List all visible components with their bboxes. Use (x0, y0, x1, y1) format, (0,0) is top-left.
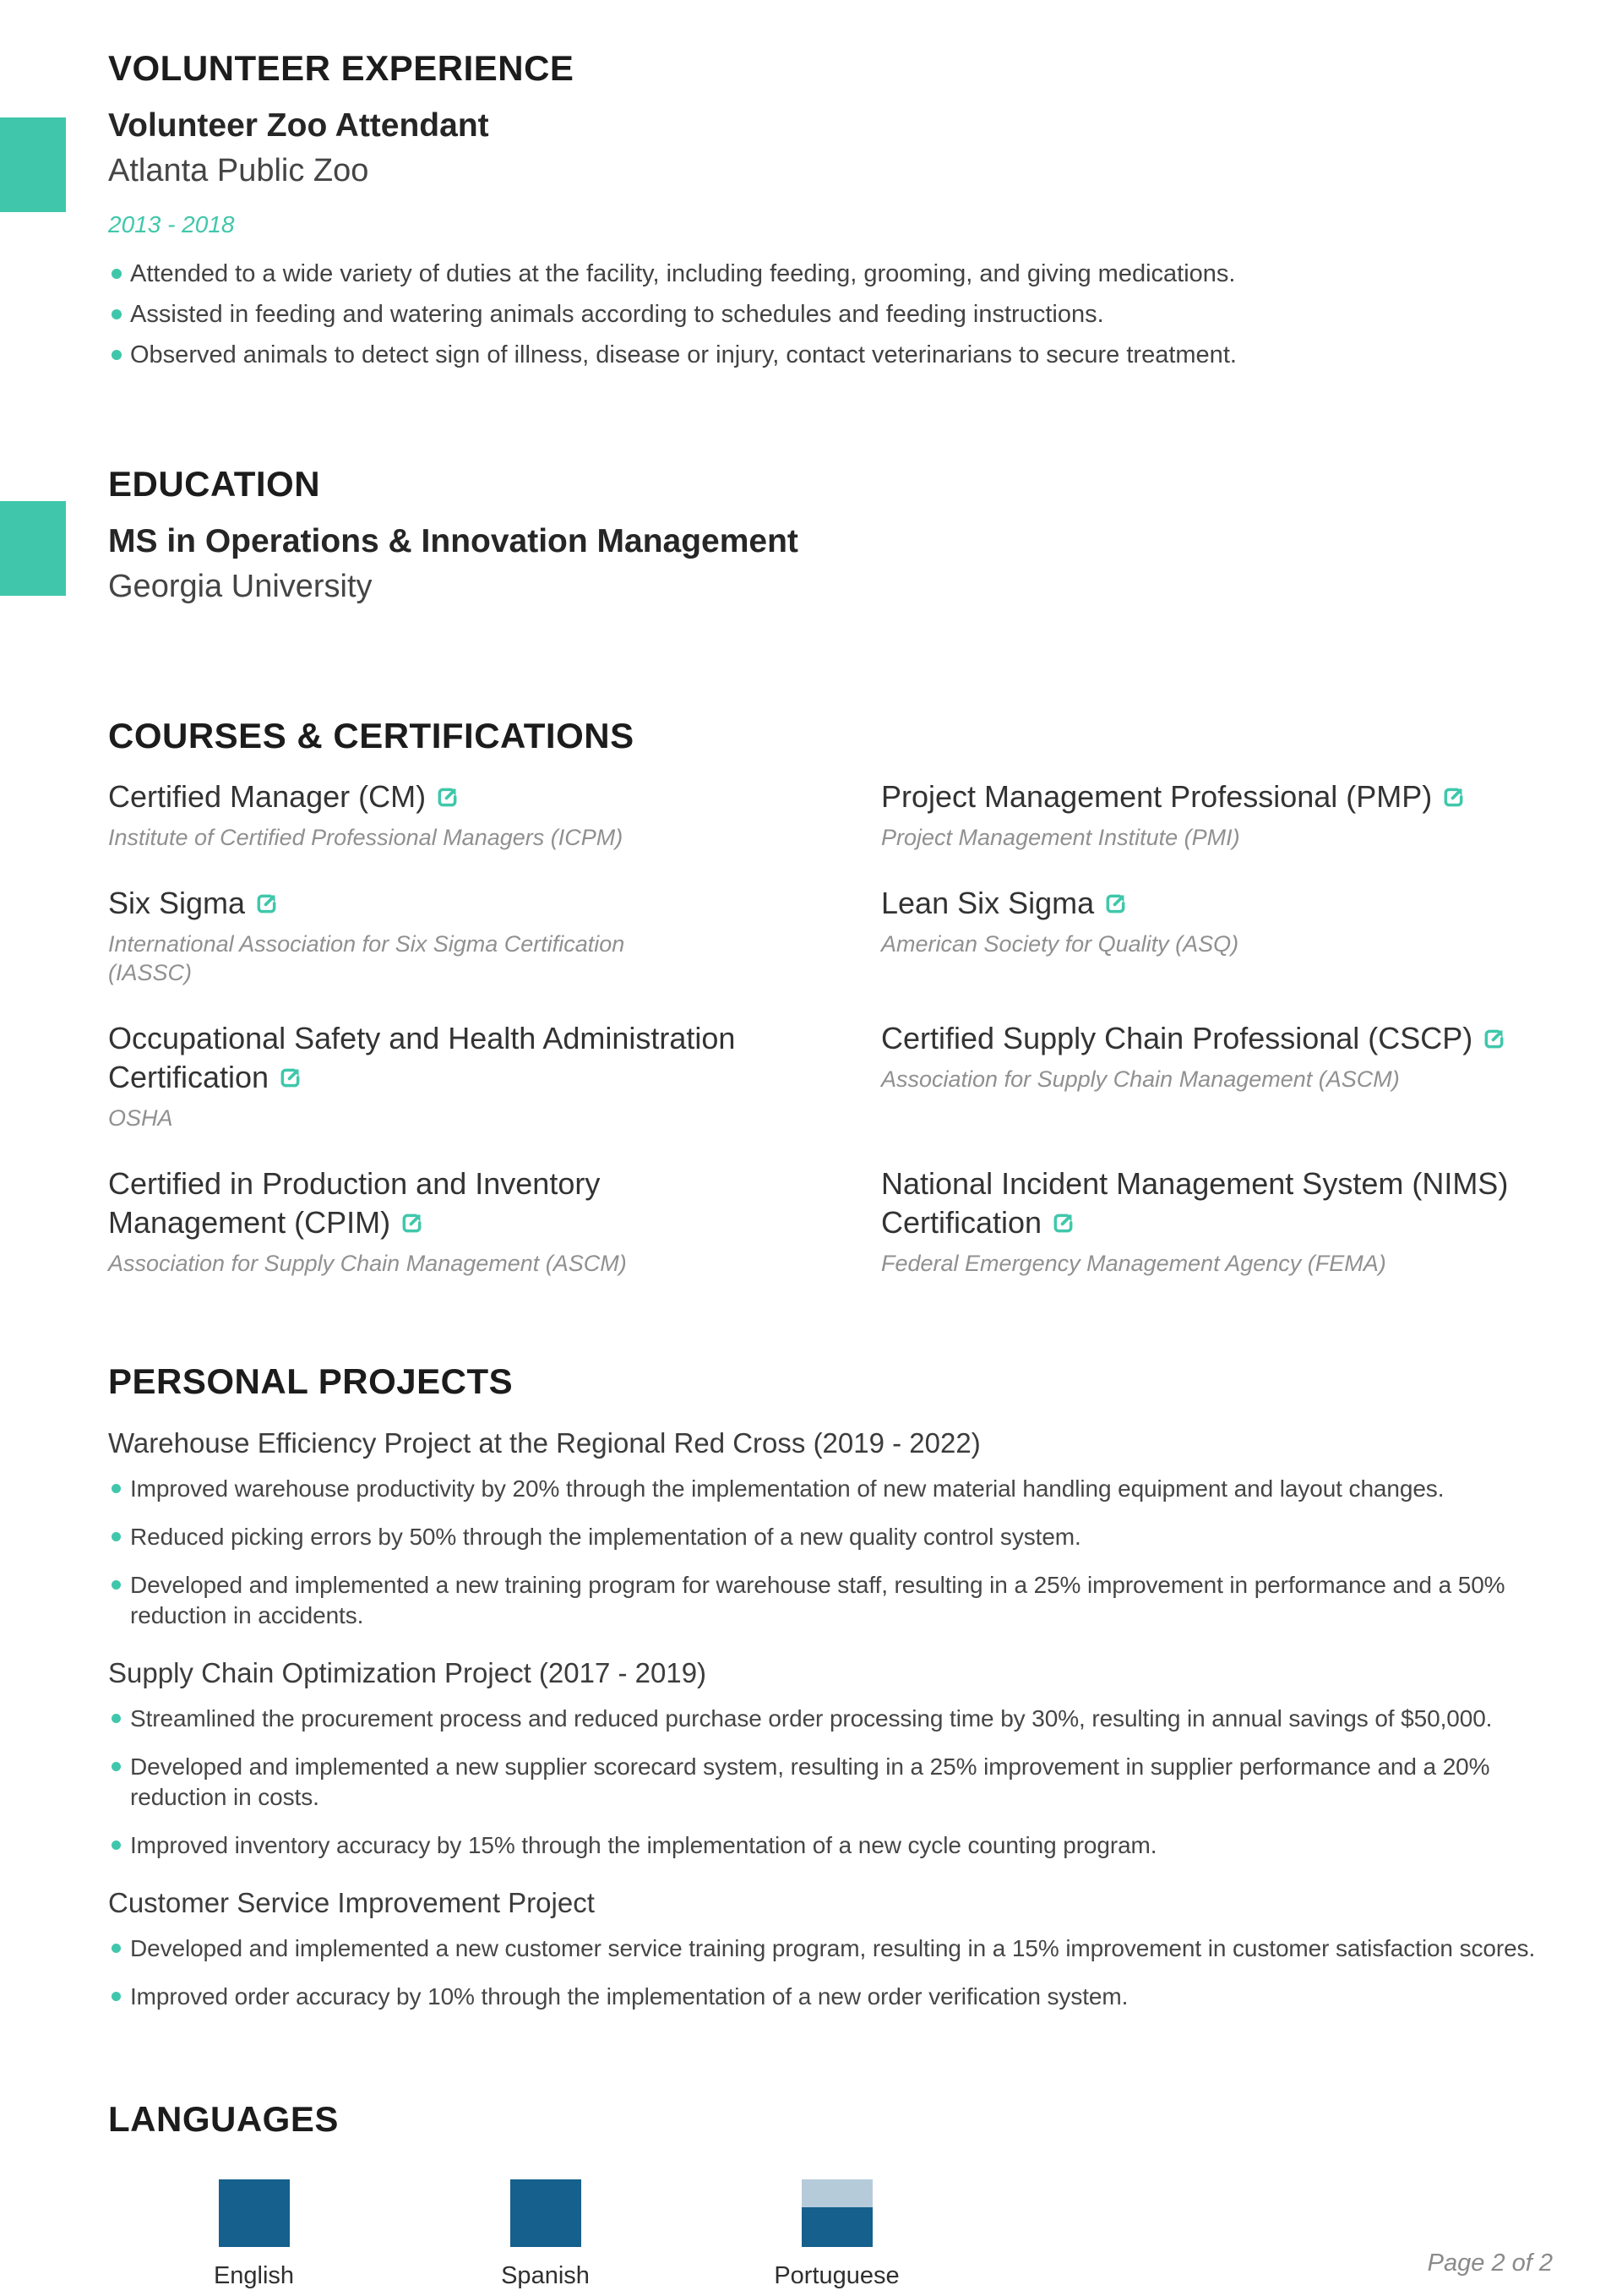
page-content (108, 0, 1553, 2290)
bullet-item: Improved warehouse productivity by 20% through the implementation of new material handling equipment and layout changes. (108, 1474, 1553, 1504)
language-level-filled (510, 2179, 581, 2247)
certification-name: Project Management Professional (PMP) (881, 779, 1433, 814)
certification-item (881, 884, 1553, 987)
section-heading-certifications: COURSES & CERTIFICATIONS (108, 716, 634, 755)
project-item (108, 1426, 1553, 1631)
job-title: Volunteer Zoo Attendant (108, 107, 489, 144)
external-link-icon[interactable] (400, 1212, 423, 1235)
degree-title: MS in Operations & Innovation Management (108, 523, 798, 559)
language-level-indicator (802, 2179, 873, 2247)
language-label: Portuguese (774, 2262, 900, 2289)
certification-item (881, 1164, 1553, 1278)
school-name: Georgia University (108, 569, 373, 604)
section-heading-education: EDUCATION (108, 464, 321, 504)
certification-name: Certified Manager (CM) (108, 779, 427, 814)
certification-org: International Association for Six Sigma Certification (IASSC) (108, 931, 625, 985)
bullet-item: Developed and implemented a new supplier scorecard system, resulting in a 25% improvement in supplier performance and a 20% reduction in costs. (108, 1752, 1553, 1813)
section-heading-projects: PERSONAL PROJECTS (108, 1361, 514, 1401)
certification-item (108, 884, 780, 987)
project-bullet-list (108, 1474, 1553, 1631)
certification-org: Project Management Institute (PMI) (881, 825, 1240, 850)
external-link-icon[interactable] (255, 892, 278, 915)
section-languages (108, 2100, 1553, 2290)
certification-name: Six Sigma (108, 886, 246, 920)
bullet-item: Improved order accuracy by 10% through the implementation of a new order verification system. (108, 1982, 1553, 2012)
certification-org: American Society for Quality (ASQ) (881, 931, 1239, 957)
language-row (108, 2179, 1553, 2290)
bullet-item: Developed and implemented a new training program for warehouse staff, resulting in a 25% improvement in performance and a 50% reduction in accidents. (108, 1570, 1553, 1631)
bullet-item: Observed animals to detect sign of illness, disease or injury, contact veterinarians to secure treatment. (108, 340, 1553, 370)
section-education (108, 465, 1553, 605)
certification-item (108, 1019, 780, 1132)
certification-org: Association for Supply Chain Management (ASCM) (881, 1066, 1400, 1092)
project-title: Customer Service Improvement Project (108, 1887, 595, 1918)
bullet-item: Assisted in feeding and watering animals according to schedules and feeding instructions. (108, 299, 1553, 330)
language-item (400, 2179, 691, 2290)
language-level-filled (219, 2179, 290, 2247)
certification-name: Occupational Safety and Health Administration Certification (108, 1021, 736, 1094)
certification-org: Federal Emergency Management Agency (FEMA) (881, 1251, 1386, 1276)
external-link-icon[interactable] (436, 786, 459, 809)
project-bullet-list (108, 1704, 1553, 1861)
project-title: Warehouse Efficiency Project at the Regional Red Cross (2019 - 2022) (108, 1427, 981, 1459)
job-organization: Atlanta Public Zoo (108, 153, 369, 188)
bullet-item: Attended to a wide variety of duties at the facility, including feeding, grooming, and giving medications. (108, 259, 1553, 289)
language-label: English (213, 2262, 295, 2289)
section-certifications (108, 717, 1553, 1278)
language-item (108, 2179, 400, 2290)
job-dates: 2013 - 2018 (108, 211, 235, 237)
section-heading-volunteer: VOLUNTEER EXPERIENCE (108, 48, 574, 88)
certification-name: Certified in Production and Inventory Management (CPIM) (108, 1166, 601, 1240)
certification-org: OSHA (108, 1105, 173, 1131)
language-level-filled (802, 2207, 873, 2247)
certification-org: Institute of Certified Professional Managers (ICPM) (108, 825, 623, 850)
accent-square-education (0, 501, 66, 596)
certification-name: National Incident Management System (NIMS) Certification (881, 1166, 1509, 1240)
certification-item (881, 777, 1553, 852)
bullet-item: Improved inventory accuracy by 15% through the implementation of a new cycle counting program. (108, 1830, 1553, 1861)
external-link-icon[interactable] (279, 1066, 302, 1089)
language-label: Spanish (501, 2262, 590, 2289)
external-link-icon[interactable] (1483, 1028, 1505, 1050)
page-number: Page 2 of 2 (1427, 2250, 1553, 2277)
certification-name: Lean Six Sigma (881, 886, 1095, 920)
certification-item (108, 1164, 780, 1278)
bullet-item: Streamlined the procurement process and reduced purchase order processing time by 30%, resulting in annual savings of $50,000. (108, 1704, 1553, 1734)
certification-item (108, 777, 780, 852)
certification-name: Certified Supply Chain Professional (CSCP) (881, 1021, 1473, 1055)
project-title: Supply Chain Optimization Project (2017 - 2019) (108, 1657, 707, 1688)
certification-item (881, 1019, 1553, 1132)
certification-org: Association for Supply Chain Management (ASCM) (108, 1251, 627, 1276)
language-level-indicator (219, 2179, 290, 2247)
section-heading-languages: LANGUAGES (108, 2099, 339, 2139)
certification-grid (108, 777, 1553, 1278)
external-link-icon[interactable] (1104, 892, 1127, 915)
external-link-icon[interactable] (1442, 786, 1465, 809)
language-item (691, 2179, 982, 2290)
project-item (108, 1886, 1553, 2012)
bullet-item: Reduced picking errors by 50% through the implementation of a new quality control system. (108, 1522, 1553, 1552)
section-personal-projects (108, 1362, 1553, 2012)
volunteer-bullet-list (108, 259, 1553, 370)
section-volunteer-experience (108, 49, 1553, 370)
project-item (108, 1656, 1553, 1861)
accent-square-volunteer (0, 117, 66, 212)
bullet-item: Developed and implemented a new customer service training program, resulting in a 15% improvement in customer satisfaction scores. (108, 1933, 1553, 1964)
project-bullet-list (108, 1933, 1553, 2012)
external-link-icon[interactable] (1052, 1212, 1075, 1235)
language-level-unfilled (802, 2179, 873, 2207)
language-level-indicator (510, 2179, 581, 2247)
